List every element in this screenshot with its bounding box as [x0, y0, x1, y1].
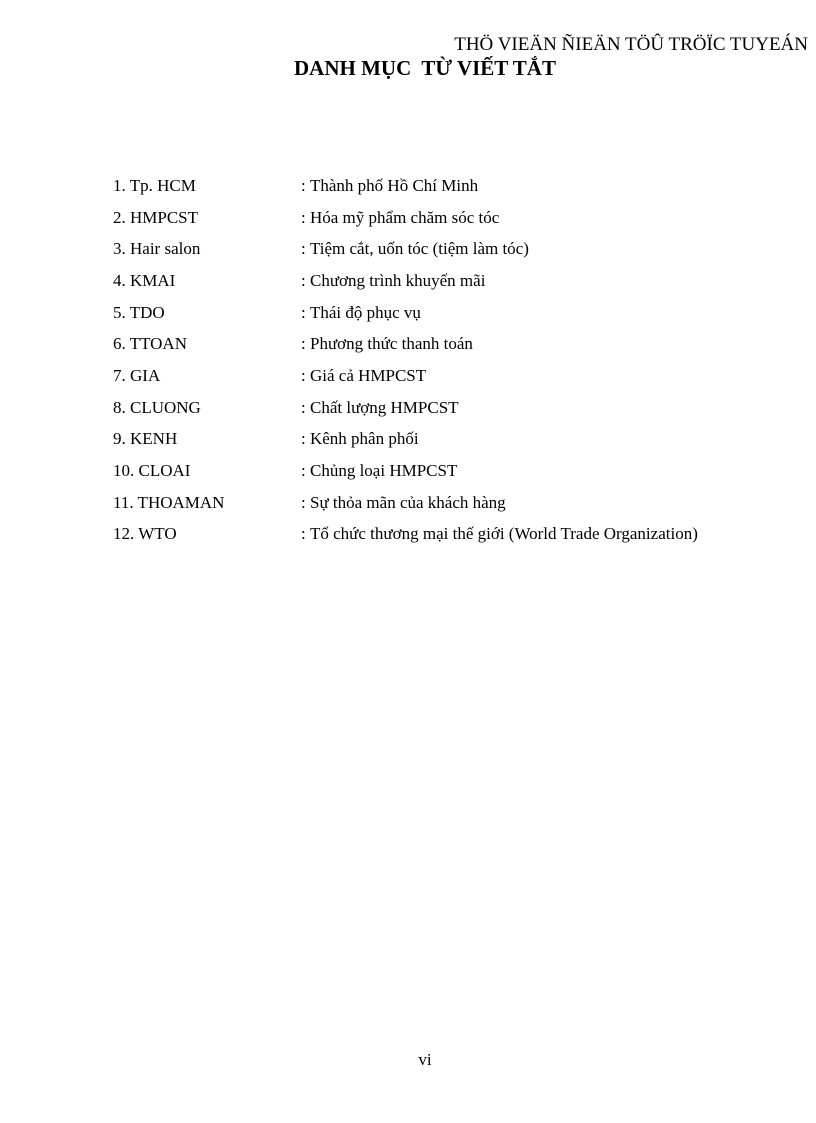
abbreviation-meaning: Thành phố Hồ Chí Minh — [309, 175, 479, 195]
abbreviation-term: 5. TDO — [113, 302, 165, 322]
abbreviation-row — [113, 265, 793, 297]
abbreviation-row — [113, 202, 793, 234]
abbreviation-term: 9. KENH — [113, 429, 178, 449]
page-title: DANH MỤC TỪ VIẾT TẮT — [294, 56, 556, 80]
abbreviation-separator: : — [301, 334, 310, 354]
abbreviation-meaning: Kênh phân phối — [309, 429, 419, 449]
abbreviation-meaning: Thái độ phục vụ — [309, 302, 421, 322]
abbreviation-meaning: Sự thỏa mãn của khách hàng — [309, 492, 506, 512]
abbreviation-separator: : — [301, 207, 310, 227]
abbreviation-row — [113, 424, 793, 456]
abbreviation-list — [113, 170, 793, 550]
abbreviation-term: 10. CLOAI — [113, 461, 191, 481]
abbreviation-term: 2. HMPCST — [113, 207, 199, 227]
abbreviation-meaning: Chất lượng HMPCST — [309, 397, 459, 417]
abbreviation-separator: : — [301, 461, 310, 481]
library-watermark: THÖ VIEÄN ÑIEÄN TÖÛ TRÖÏC TUYEÁN — [454, 34, 808, 55]
abbreviation-term: 7. GIA — [113, 365, 161, 385]
abbreviation-separator: : — [301, 302, 310, 322]
abbreviation-row — [113, 297, 793, 329]
abbreviation-separator: : — [301, 492, 310, 512]
abbreviation-meaning: Chương trình khuyến mãi — [309, 270, 486, 290]
abbreviation-term: 3. Hair salon — [113, 239, 201, 259]
abbreviation-separator: : — [301, 397, 310, 417]
abbreviation-term: 8. CLUONG — [113, 397, 201, 417]
abbreviation-meaning: Tiệm cắt, uốn tóc (tiệm làm tóc) — [309, 239, 529, 259]
abbreviation-separator: : — [301, 270, 310, 290]
abbreviation-meaning: Giá cả HMPCST — [309, 365, 427, 385]
abbreviation-term: 1. Tp. HCM — [113, 175, 196, 195]
abbreviation-row — [113, 233, 793, 265]
abbreviation-row — [113, 360, 793, 392]
abbreviation-term: 6. TTOAN — [113, 334, 187, 354]
abbreviation-separator: : — [301, 429, 310, 449]
abbreviation-row — [113, 487, 793, 519]
abbreviation-separator: : — [301, 524, 310, 544]
abbreviation-separator: : — [301, 239, 310, 259]
abbreviation-term: 12. WTO — [113, 524, 177, 544]
abbreviation-separator: : — [301, 365, 310, 385]
abbreviation-meaning: Phương thức thanh toán — [309, 334, 473, 354]
abbreviation-term: 4. KMAI — [113, 270, 176, 290]
abbreviation-row — [113, 392, 793, 424]
abbreviation-row — [113, 519, 793, 551]
abbreviation-row — [113, 328, 793, 360]
abbreviation-meaning: Hóa mỹ phẩm chăm sóc tóc — [309, 207, 500, 227]
abbreviation-separator: : — [301, 175, 310, 195]
abbreviation-term: 11. THOAMAN — [113, 492, 225, 512]
abbreviation-row — [113, 455, 793, 487]
abbreviation-row — [113, 170, 793, 202]
abbreviation-meaning: Chủng loại HMPCST — [309, 461, 458, 481]
page-number: vi — [418, 1050, 432, 1069]
abbreviation-meaning: Tổ chức thương mại thế giới (World Trade Organization) — [309, 524, 698, 544]
